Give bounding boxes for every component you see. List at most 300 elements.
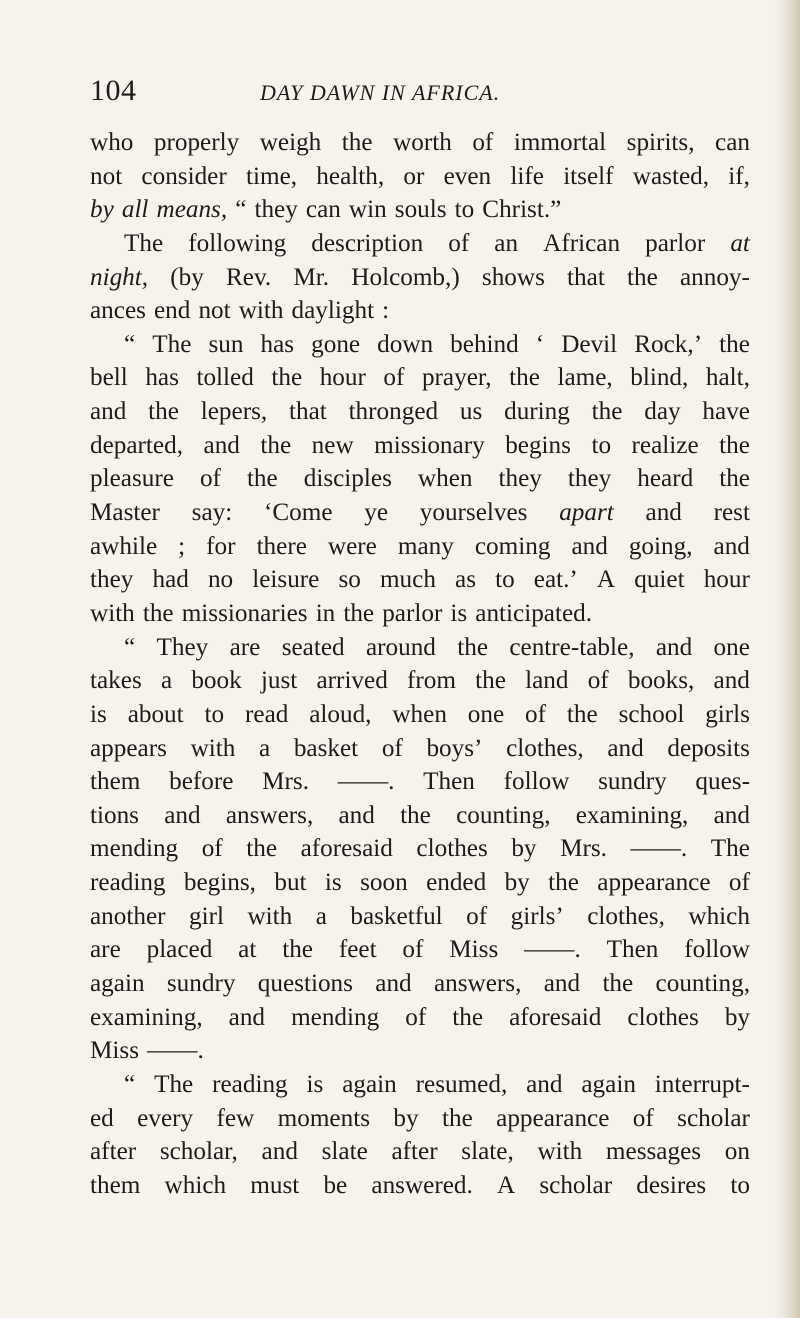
word: takes bbox=[90, 667, 142, 695]
word: consider bbox=[141, 162, 227, 190]
text-line bbox=[90, 900, 750, 934]
word: as bbox=[455, 566, 476, 594]
word: answers, bbox=[225, 801, 314, 829]
word: the bbox=[719, 431, 750, 459]
text-line bbox=[90, 429, 750, 463]
word: scholar bbox=[677, 1104, 750, 1132]
word: in bbox=[315, 599, 336, 627]
word: and bbox=[203, 431, 240, 459]
text-line bbox=[90, 698, 750, 732]
word: read bbox=[245, 700, 289, 728]
word: and bbox=[261, 1138, 298, 1166]
text-line bbox=[90, 361, 750, 395]
word: girls’ bbox=[510, 902, 564, 930]
word: life bbox=[510, 162, 544, 190]
word: another bbox=[90, 902, 166, 930]
word: ques- bbox=[695, 768, 750, 796]
word: they bbox=[498, 465, 542, 493]
word: appearance bbox=[496, 1104, 610, 1132]
word: time, bbox=[245, 162, 298, 190]
word: mending bbox=[90, 835, 179, 863]
word: Miss bbox=[449, 936, 499, 964]
word: ended bbox=[426, 869, 487, 897]
word: and bbox=[228, 1003, 266, 1031]
word: basket bbox=[293, 734, 359, 762]
word: have bbox=[702, 398, 750, 426]
word: going, bbox=[628, 532, 693, 560]
word: parlor bbox=[382, 599, 443, 627]
word: say: bbox=[191, 499, 233, 527]
word: one bbox=[713, 633, 750, 661]
word: not bbox=[198, 297, 231, 325]
italic-text: all bbox=[121, 196, 149, 224]
word: disciples bbox=[303, 465, 392, 493]
word: itself bbox=[563, 162, 614, 190]
text-line bbox=[90, 1001, 750, 1035]
word: The bbox=[154, 1070, 194, 1098]
word: end bbox=[154, 297, 191, 325]
word: by bbox=[511, 835, 537, 863]
word: examining, bbox=[575, 801, 689, 829]
word bbox=[559, 496, 614, 530]
word: departed, bbox=[90, 431, 184, 459]
word: begins, bbox=[183, 869, 256, 897]
word: feet bbox=[338, 936, 377, 964]
word: be bbox=[323, 1171, 348, 1199]
word: aforesaid bbox=[300, 835, 393, 863]
word: ances bbox=[90, 297, 146, 325]
word: during bbox=[504, 398, 570, 426]
word bbox=[122, 193, 149, 227]
text-line bbox=[90, 1034, 750, 1068]
word: sun bbox=[208, 330, 244, 358]
word: one bbox=[467, 700, 505, 728]
word: missionary bbox=[374, 431, 485, 459]
text-line bbox=[90, 160, 750, 194]
word: pleasure bbox=[90, 465, 174, 493]
word: and bbox=[571, 532, 608, 560]
word: shows bbox=[481, 263, 545, 291]
word: if, bbox=[728, 162, 750, 190]
word: The bbox=[152, 330, 192, 358]
text-line bbox=[90, 395, 750, 429]
word: and bbox=[713, 801, 750, 829]
word: health, bbox=[316, 162, 385, 190]
running-title: DAY DAWN IN AFRICA. bbox=[260, 80, 501, 105]
word: counting, bbox=[456, 801, 551, 829]
word: are bbox=[90, 936, 121, 964]
text-line bbox=[90, 732, 750, 766]
word: counting, bbox=[655, 970, 750, 998]
word: them bbox=[90, 768, 141, 796]
word: but bbox=[274, 869, 307, 897]
word: ed bbox=[90, 1104, 114, 1132]
word: much bbox=[379, 566, 436, 594]
text-line bbox=[90, 866, 750, 900]
word: and bbox=[543, 970, 581, 998]
text-line bbox=[90, 664, 750, 698]
word: them bbox=[90, 1171, 141, 1199]
word: and bbox=[713, 667, 750, 695]
text-line bbox=[90, 261, 750, 295]
word: around bbox=[365, 633, 436, 661]
word: the bbox=[246, 465, 278, 493]
word: A bbox=[596, 566, 616, 594]
word: African bbox=[543, 229, 621, 257]
text-line bbox=[90, 462, 750, 496]
word: Then bbox=[423, 768, 475, 796]
word: aforesaid bbox=[509, 1003, 602, 1031]
word: few bbox=[216, 1104, 255, 1132]
word: follow bbox=[684, 936, 750, 964]
word: day bbox=[644, 398, 681, 426]
text-line bbox=[90, 193, 750, 227]
word: quiet bbox=[634, 566, 685, 594]
text-line bbox=[90, 294, 750, 328]
word: the bbox=[246, 835, 278, 863]
word: by bbox=[724, 1003, 750, 1031]
word: aloud, bbox=[309, 700, 372, 728]
word: the bbox=[602, 970, 634, 998]
text-line bbox=[90, 933, 750, 967]
text-line bbox=[90, 967, 750, 1001]
word: of bbox=[466, 902, 488, 930]
word: who bbox=[90, 129, 134, 156]
word: lame, bbox=[557, 364, 613, 392]
word: an bbox=[494, 229, 519, 257]
word: Christ.” bbox=[482, 196, 562, 224]
word: examining, bbox=[90, 1003, 203, 1031]
word: the bbox=[566, 700, 598, 728]
word: Then bbox=[606, 936, 659, 964]
word: the bbox=[719, 465, 750, 493]
word: : bbox=[382, 297, 390, 325]
word: sundry bbox=[166, 970, 236, 998]
word: properly bbox=[153, 129, 240, 156]
word: the bbox=[142, 599, 174, 627]
word: sundry bbox=[598, 768, 667, 796]
word: appears bbox=[90, 734, 167, 762]
text-line bbox=[90, 563, 750, 597]
word: even bbox=[443, 162, 492, 190]
word: halt, bbox=[705, 364, 750, 392]
word: spirits, bbox=[626, 129, 695, 156]
word: the bbox=[282, 936, 313, 964]
word: scholar, bbox=[159, 1138, 238, 1166]
word: anticipated. bbox=[475, 599, 593, 627]
word: Rock,’ bbox=[634, 330, 703, 358]
word: “ bbox=[235, 196, 247, 224]
word: coming bbox=[474, 532, 551, 560]
text-line bbox=[90, 1068, 750, 1102]
word: by bbox=[393, 1104, 419, 1132]
word: reading bbox=[212, 1070, 288, 1098]
word: lepers, bbox=[200, 398, 268, 426]
word: Master bbox=[90, 499, 160, 527]
word: slate bbox=[321, 1138, 368, 1166]
page-number: 104 bbox=[90, 74, 137, 107]
word: of bbox=[381, 734, 403, 762]
word: they bbox=[90, 566, 134, 594]
word: behind bbox=[450, 330, 519, 358]
word: Rev. bbox=[226, 263, 272, 291]
word: follow bbox=[503, 768, 570, 796]
word: and bbox=[713, 532, 750, 560]
word: The bbox=[124, 229, 164, 257]
word: so bbox=[338, 566, 361, 594]
word: clothes bbox=[627, 1003, 699, 1031]
text-line bbox=[90, 799, 750, 833]
text-line bbox=[90, 631, 750, 665]
word: ye bbox=[364, 499, 389, 527]
word: to bbox=[204, 700, 225, 728]
word: weigh bbox=[259, 129, 322, 156]
word: with bbox=[90, 599, 135, 627]
word: a bbox=[160, 667, 173, 695]
word: with bbox=[537, 1138, 583, 1166]
word bbox=[730, 227, 750, 261]
word: ‘Come bbox=[263, 499, 333, 527]
word: again bbox=[581, 1070, 636, 1098]
word: of bbox=[525, 700, 547, 728]
word: to bbox=[730, 1171, 750, 1199]
word: Miss bbox=[90, 1037, 139, 1065]
text-line bbox=[90, 1102, 750, 1136]
word: the bbox=[441, 1104, 473, 1132]
word: moments bbox=[277, 1104, 371, 1132]
word: is bbox=[90, 700, 107, 728]
word: of bbox=[405, 1003, 427, 1031]
word: with bbox=[247, 902, 293, 930]
word: blind, bbox=[630, 364, 689, 392]
word: scholar bbox=[539, 1171, 613, 1199]
word: soon bbox=[360, 869, 408, 897]
word: of bbox=[728, 869, 750, 897]
page-edge-shadow bbox=[774, 0, 800, 1318]
word: about bbox=[127, 700, 184, 728]
word: has bbox=[260, 330, 295, 358]
word: and bbox=[338, 801, 375, 829]
page-header bbox=[90, 74, 750, 114]
word: before bbox=[169, 768, 234, 796]
word: awhile bbox=[90, 532, 158, 560]
word: again bbox=[342, 1070, 397, 1098]
word: from bbox=[407, 667, 456, 695]
word: and bbox=[607, 734, 644, 762]
word: centre-table, bbox=[509, 633, 635, 661]
word bbox=[90, 193, 114, 227]
word: to bbox=[495, 566, 515, 594]
word: not bbox=[90, 162, 123, 190]
word: and bbox=[645, 499, 682, 527]
word: when bbox=[392, 700, 447, 728]
word: just bbox=[260, 667, 298, 695]
word: worth bbox=[393, 129, 452, 156]
word: girls bbox=[705, 700, 750, 728]
word: daylight bbox=[291, 297, 375, 325]
word: hour bbox=[319, 364, 366, 392]
word bbox=[157, 193, 228, 227]
word: the bbox=[260, 431, 292, 459]
word: tions bbox=[90, 801, 139, 829]
italic-text: night, bbox=[90, 263, 149, 291]
word: the bbox=[341, 129, 373, 156]
word: placed bbox=[146, 936, 213, 964]
word: many bbox=[397, 532, 454, 560]
word: They bbox=[156, 633, 209, 661]
word: “ bbox=[124, 633, 136, 661]
word: parlor bbox=[645, 229, 706, 257]
word: begins bbox=[505, 431, 571, 459]
word: win bbox=[348, 196, 387, 224]
word: on bbox=[724, 1138, 750, 1166]
word: clothes, bbox=[587, 902, 665, 930]
text-line bbox=[90, 530, 750, 564]
word: souls bbox=[394, 196, 447, 224]
word: of bbox=[199, 465, 221, 493]
text-line bbox=[90, 328, 750, 362]
word: The bbox=[710, 835, 750, 863]
word: girl bbox=[189, 902, 224, 930]
word: yourselves bbox=[419, 499, 528, 527]
word: Devil bbox=[561, 330, 618, 358]
word: every bbox=[137, 1104, 194, 1132]
word: bell bbox=[90, 364, 128, 392]
word: interrupt- bbox=[654, 1070, 750, 1098]
text-line bbox=[90, 832, 750, 866]
word: us bbox=[459, 398, 483, 426]
word: land bbox=[525, 667, 569, 695]
word: new bbox=[311, 431, 354, 459]
word: and bbox=[655, 633, 693, 661]
word: the bbox=[452, 1003, 484, 1031]
word: questions bbox=[257, 970, 353, 998]
word: is bbox=[324, 869, 342, 897]
word: Mrs. bbox=[560, 835, 607, 863]
word: is bbox=[450, 599, 468, 627]
word: the bbox=[475, 667, 506, 695]
word: desires bbox=[636, 1171, 707, 1199]
word: the bbox=[271, 364, 303, 392]
text-line bbox=[90, 1169, 750, 1203]
word: the bbox=[148, 398, 179, 426]
word: (by bbox=[170, 263, 204, 291]
text-line bbox=[90, 765, 750, 799]
word: description bbox=[311, 229, 424, 257]
word: A bbox=[496, 1171, 516, 1199]
word: or bbox=[403, 162, 425, 190]
word: are bbox=[229, 633, 261, 661]
word: the bbox=[548, 869, 579, 897]
word: ——. bbox=[524, 936, 581, 964]
word: the bbox=[457, 633, 489, 661]
word: Mr. bbox=[293, 263, 330, 291]
word: gone bbox=[311, 330, 361, 358]
word: hour bbox=[703, 566, 750, 594]
word: when bbox=[417, 465, 473, 493]
word: answered. bbox=[371, 1171, 473, 1199]
word: Mrs. bbox=[262, 768, 310, 796]
word: and bbox=[90, 398, 127, 426]
word: immortal bbox=[513, 129, 607, 156]
word: of bbox=[448, 229, 470, 257]
word: to bbox=[454, 196, 475, 224]
word: and bbox=[375, 970, 412, 998]
word: were bbox=[327, 532, 377, 560]
word: school bbox=[618, 700, 685, 728]
word: messages bbox=[605, 1138, 702, 1166]
word: the bbox=[509, 364, 540, 392]
word: down bbox=[377, 330, 434, 358]
word: a bbox=[258, 734, 271, 762]
word: is bbox=[306, 1070, 324, 1098]
italic-text: by bbox=[90, 196, 114, 224]
word: of bbox=[402, 936, 424, 964]
italic-text: at bbox=[730, 229, 750, 257]
word: thronged bbox=[348, 398, 439, 426]
word: that bbox=[288, 398, 327, 426]
word: ——. bbox=[337, 768, 395, 796]
word: prayer, bbox=[421, 364, 492, 392]
italic-text: means, bbox=[156, 196, 228, 224]
word: book bbox=[191, 667, 242, 695]
word: missionaries bbox=[181, 599, 308, 627]
word: after bbox=[391, 1138, 438, 1166]
word: the bbox=[627, 263, 658, 291]
word: and bbox=[526, 1070, 563, 1098]
word: annoy- bbox=[679, 263, 750, 291]
italic-text: apart bbox=[559, 499, 614, 527]
word: rest bbox=[713, 499, 750, 527]
word: had bbox=[152, 566, 189, 594]
word: with bbox=[190, 734, 236, 762]
word: “ bbox=[124, 330, 136, 358]
word: can bbox=[305, 196, 341, 224]
word: reading bbox=[90, 869, 166, 897]
text-line bbox=[90, 126, 750, 160]
word: has bbox=[145, 364, 179, 392]
body-text bbox=[90, 126, 750, 1203]
word: seated bbox=[281, 633, 345, 661]
word: ——. bbox=[147, 1037, 204, 1065]
word: they bbox=[567, 465, 612, 493]
word: slate, bbox=[461, 1138, 514, 1166]
word: books, bbox=[627, 667, 695, 695]
word: eat.’ bbox=[533, 566, 578, 594]
word: the bbox=[719, 330, 750, 358]
word: tolled bbox=[196, 364, 254, 392]
word: to bbox=[591, 431, 612, 459]
word: resumed, bbox=[415, 1070, 508, 1098]
word: of bbox=[472, 129, 494, 156]
word: “ bbox=[124, 1070, 136, 1098]
word: by bbox=[504, 869, 530, 897]
text-line bbox=[90, 227, 750, 261]
word: basketful bbox=[350, 902, 443, 930]
word: deposits bbox=[667, 734, 750, 762]
word: of bbox=[201, 835, 223, 863]
word: for bbox=[206, 532, 236, 560]
word: of bbox=[383, 364, 405, 392]
text-line bbox=[90, 597, 750, 631]
word: and bbox=[164, 801, 201, 829]
word: the bbox=[591, 398, 623, 426]
word: a bbox=[315, 902, 327, 930]
word: heard bbox=[637, 465, 694, 493]
word: boys’ bbox=[426, 734, 483, 762]
text-line bbox=[90, 1135, 750, 1169]
word: mending bbox=[291, 1003, 380, 1031]
